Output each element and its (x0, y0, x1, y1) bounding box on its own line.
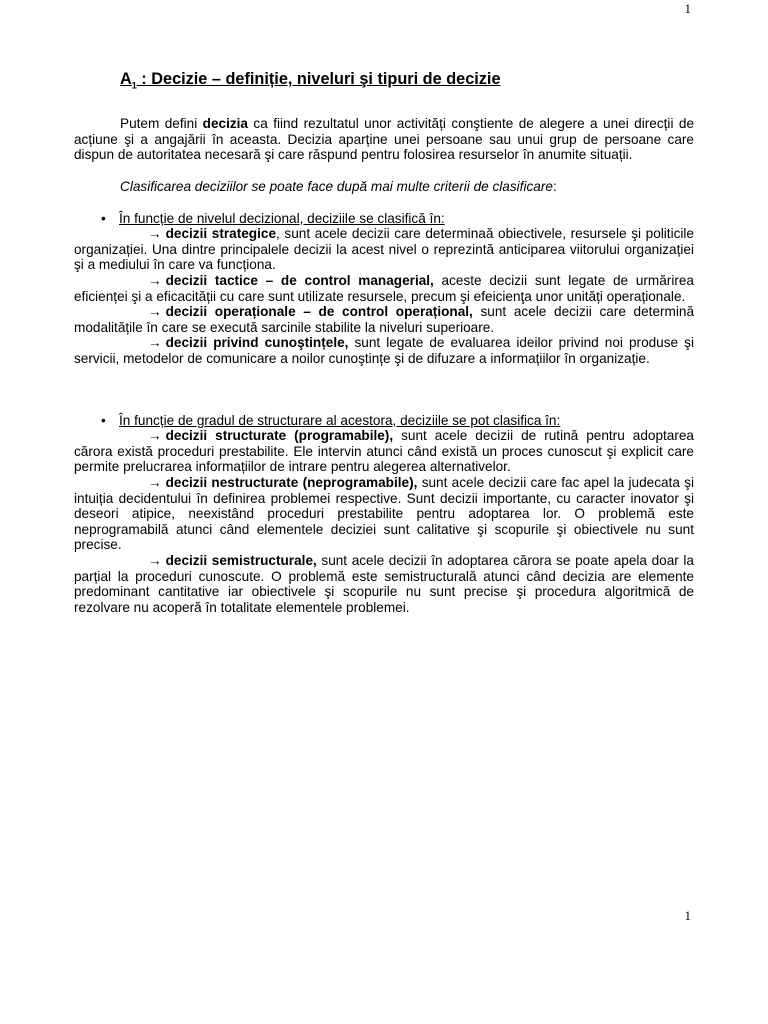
item-term: decizii structurate (programabile), (165, 428, 394, 444)
list-item (74, 428, 694, 475)
item-desc: sunt acele decizii în adoptarea cărora se poate apela doar la parțial la proceduri cunoscute. O problemă este semistructurală atunci când decizia are elemente predominant cantitative iar obiectivele şi scopurile nu sunt precise şi procedura algoritmică de rezolvare nu acoperă în totalitate elementele problemei. (74, 552, 694, 615)
item-desc: sunt acele decizii de rutină pentru adoptarea cărora există proceduri prestabilite. Ele intervin atunci când există un proces cunoscut şi explicit care permite prelucrarea informațiilor de intrare pentru alegerea alternativelor. (74, 428, 694, 475)
item-desc: aceste decizii sunt legate de urmărirea eficienței şi a eficacității cu care sunt utilizate resursele, precum şi efeicienţa unor unități operaționale. (74, 273, 694, 304)
arrow-right-icon: → (148, 273, 162, 288)
list-item (74, 273, 694, 304)
classification-text: Clasificarea deciziilor se poate face după mai multe criterii de clasificare (120, 179, 553, 195)
classification-colon: : (552, 179, 557, 195)
item-desc: , sunt acele decizii care determinaă obiectivele, resursele şi politicile organizației. Una dintre principalele decizii la acest nivel o reprezintă anticiparea viitorului organizației şi a mediului în care va funcționa. (74, 226, 694, 273)
arrow-right-icon: → (148, 428, 162, 444)
list-item (74, 553, 694, 615)
document-body (74, 68, 694, 615)
item-term: decizii privind cunoştințele, (165, 335, 349, 351)
intro-term: decizia (202, 116, 248, 132)
list-item (74, 335, 694, 366)
item-desc: sunt acele decizii care fac apel la judecata şi intuiția decidentului în definirea problemei respective. Sunt decizii importante, cu caracter inovator şi deseori atipice, neexistând proceduri prestabilite pentru adoptarea lor. O problemă este neprogramabilă atunci când elementele deciziei sunt calitative şi scopurile şi obiectivele nu sunt precise. (74, 474, 694, 553)
intro-before: Putem defini (120, 116, 203, 132)
section-spacer (74, 367, 694, 413)
arrow-right-icon: → (148, 552, 162, 568)
title-prefix: A (120, 70, 132, 88)
classification-paragraph (74, 179, 694, 195)
arrow-right-icon: → (148, 304, 162, 320)
section-heading-levels (101, 211, 694, 227)
item-desc: sunt acele decizii care determină modalitățile în care se execută sarcinile stabilite la niveluri superioare. (74, 304, 695, 335)
list-item (74, 226, 694, 273)
document-title (120, 68, 694, 96)
item-term: decizii nestructurate (neprogramabile), (165, 474, 418, 490)
item-desc: sunt legate de evaluarea ideilor privind noi produse şi servicii, metodelor de comunicare a noilor cunoştințe şi de difuzare a informațiilor în organizație. (74, 335, 694, 366)
list-item (74, 475, 694, 553)
arrow-right-icon: → (148, 335, 162, 351)
item-term: decizii strategice (165, 226, 277, 242)
section-heading-text: În funcție de nivelul decizional, deciziile se clasifică în: (119, 210, 445, 226)
title-text: : Decizie – definiție, niveluri şi tipuri de decizie (136, 70, 501, 88)
item-term: decizii tactice – de control managerial, (165, 273, 434, 288)
section-heading-text: În funcție de gradul de structurare al acestora, deciziile se pot clasifica în: (119, 412, 561, 428)
list-item (74, 304, 694, 335)
page-number-bottom: 1 (684, 908, 691, 923)
arrow-right-icon: → (148, 474, 162, 490)
intro-paragraph (74, 116, 694, 163)
bullet-icon: • (101, 210, 106, 226)
bullet-icon: • (101, 412, 106, 428)
intro-after: ca fiind rezultatul unor activități conştiente de alegere a unei direcții de acțiune şi a angajării în aceasta. Decizia aparține unei persoane sau unui grup de persoane care dispun de autoritatea necesară şi care răspund pentru folosirea resurselor în anumite situații. (74, 116, 695, 163)
section-heading-structure (101, 413, 694, 429)
item-term: decizii operaționale – de control operațional, (165, 304, 473, 320)
arrow-right-icon: → (148, 226, 162, 242)
item-term: decizii semistructurale, (165, 552, 317, 568)
page-number-top: 1 (684, 1, 691, 16)
title-subscript: 1 (131, 80, 137, 91)
